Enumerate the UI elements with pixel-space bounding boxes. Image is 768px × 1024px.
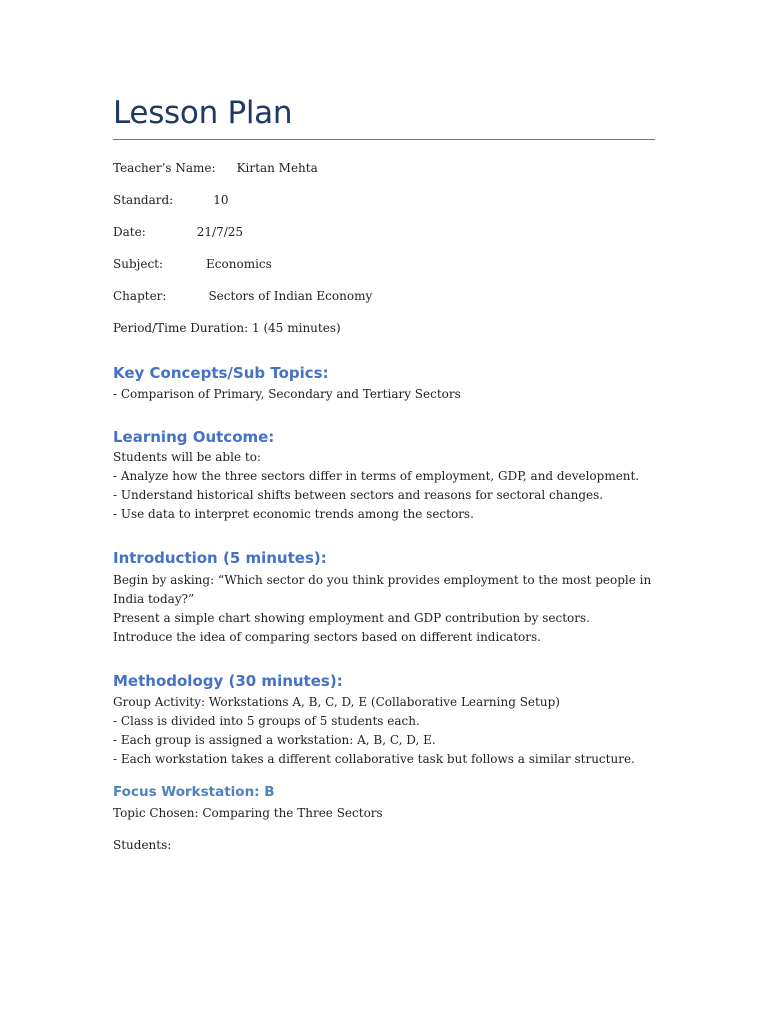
- methodology-line: Group Activity: Workstations A, B, C, D, E (Collaborative Learning Setup): [113, 695, 560, 709]
- methodology-heading: Methodology (30 minutes):: [113, 672, 343, 690]
- key-concepts-heading: Key Concepts/Sub Topics:: [113, 364, 329, 382]
- standard-value: 10: [213, 193, 229, 207]
- topic-chosen-line: Topic Chosen: Comparing the Three Sectors: [113, 806, 383, 820]
- learning-outcome-intro: Students will be able to:: [113, 450, 261, 464]
- introduction-line: India today?”: [113, 592, 195, 606]
- methodology-line: - Each workstation takes a different collaborative task but follows a similar structure.: [113, 752, 635, 766]
- methodology-line: - Class is divided into 5 groups of 5 students each.: [113, 714, 420, 728]
- learning-outcome-item: - Understand historical shifts between sectors and reasons for sectoral changes.: [113, 488, 604, 502]
- introduction-line: Begin by asking: “Which sector do you think provides employment to the most people in: [113, 573, 652, 587]
- key-concept-item: - Comparison of Primary, Secondary and Tertiary Sectors: [113, 387, 461, 401]
- introduction-heading: Introduction (5 minutes):: [113, 549, 327, 567]
- learning-outcome-item: - Analyze how the three sectors differ in terms of employment, GDP, and development.: [113, 469, 640, 483]
- document-title: Lesson Plan: [113, 95, 293, 131]
- students-label: Students:: [113, 838, 172, 852]
- subject-label: Subject:: [113, 257, 164, 271]
- title-underline: [113, 139, 655, 140]
- teacher-name-label: Teacher’s Name:: [113, 161, 216, 175]
- date-label: Date:: [113, 225, 146, 239]
- teacher-name-field: [113, 160, 655, 176]
- introduction-line: Introduce the idea of comparing sectors based on different indicators.: [113, 630, 541, 644]
- chapter-label: Chapter:: [113, 289, 167, 303]
- learning-outcome-item: - Use data to interpret economic trends among the sectors.: [113, 507, 474, 521]
- date-field: [113, 224, 655, 240]
- standard-field: [113, 192, 655, 208]
- chapter-field: [113, 288, 655, 304]
- subject-value: Economics: [206, 257, 272, 271]
- focus-workstation-heading: Focus Workstation: B: [113, 784, 275, 800]
- chapter-value: Sectors of Indian Economy: [208, 289, 373, 303]
- period-duration-field: Period/Time Duration: 1 (45 minutes): [113, 321, 341, 335]
- date-value: 21/7/25: [196, 225, 244, 239]
- introduction-line: Present a simple chart showing employment and GDP contribution by sectors.: [113, 611, 590, 625]
- teacher-name-value: Kirtan Mehta: [236, 161, 318, 175]
- methodology-line: - Each group is assigned a workstation: A, B, C, D, E.: [113, 733, 436, 747]
- subject-field: [113, 256, 655, 272]
- standard-label: Standard:: [113, 193, 174, 207]
- lesson-plan-document: [113, 92, 655, 855]
- learning-outcome-heading: Learning Outcome:: [113, 428, 275, 446]
